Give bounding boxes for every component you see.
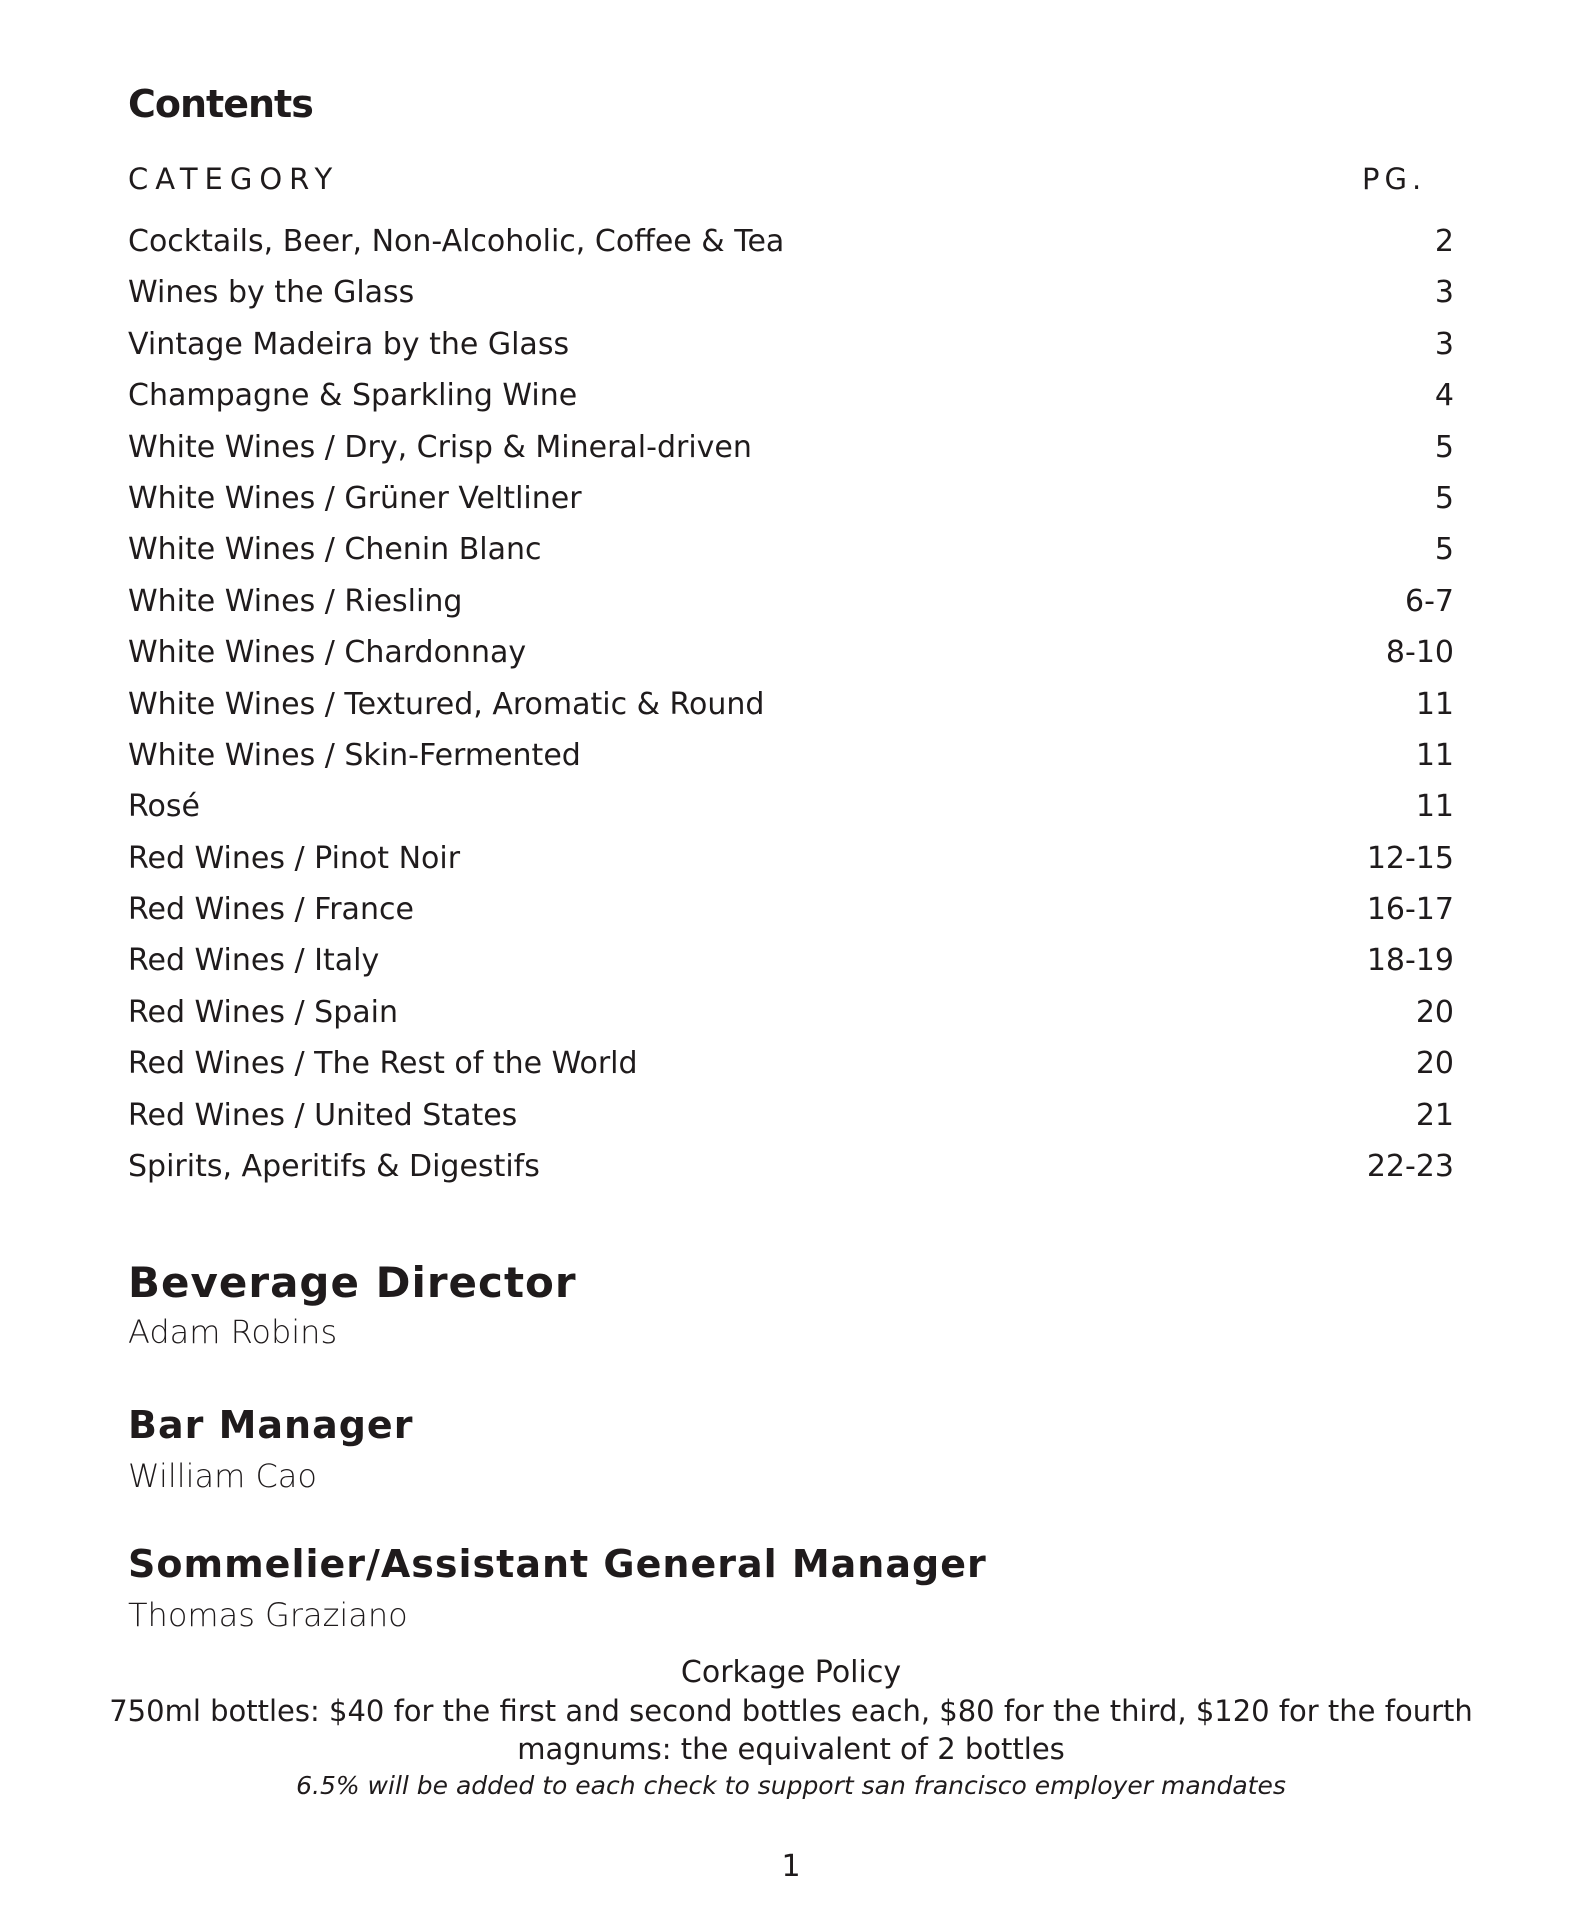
- toc-category: Red Wines / The Rest of the World: [128, 1046, 638, 1082]
- toc-page-number: 16-17: [1366, 892, 1454, 928]
- toc-row: [128, 890, 1454, 941]
- toc-category: Red Wines / United States: [128, 1097, 518, 1133]
- toc-page-number: 5: [1434, 480, 1454, 516]
- staff-name-beverage-director: Adam Robins: [128, 1313, 338, 1351]
- toc-page-number: 11: [1415, 737, 1454, 773]
- toc-category: White Wines / Textured, Aromatic & Round: [128, 686, 765, 722]
- toc-page-number: 6-7: [1405, 583, 1454, 619]
- staff-role-sommelier: Sommelier/Assistant General Manager: [128, 1542, 987, 1586]
- toc-category: Red Wines / France: [128, 892, 414, 928]
- toc-row: [128, 839, 1454, 890]
- toc-row: [128, 993, 1454, 1044]
- corkage-title: Corkage Policy: [680, 1655, 902, 1690]
- staff-role-bar-manager: Bar Manager: [128, 1403, 414, 1447]
- toc-row: [128, 685, 1454, 736]
- toc-category: White Wines / Dry, Crisp & Mineral-driven: [128, 429, 752, 465]
- toc-page-number: 5: [1434, 429, 1454, 465]
- toc-page-number: 3: [1434, 275, 1454, 311]
- toc-category: White Wines / Skin-Fermented: [128, 737, 581, 773]
- staff-name-sommelier: Thomas Graziano: [128, 1596, 408, 1634]
- toc-page-number: 11: [1415, 789, 1454, 825]
- toc-page-number: 11: [1415, 686, 1454, 722]
- toc-row: [128, 325, 1454, 376]
- toc-page-number: 4: [1434, 378, 1454, 414]
- toc-page-number: 2: [1434, 224, 1454, 259]
- toc-category: Wines by the Glass: [128, 275, 415, 311]
- surcharge-note: 6.5% will be added to each check to support san francisco employer mandates: [296, 1771, 1286, 1800]
- toc-row: [128, 530, 1454, 581]
- toc-category: Spirits, Aperitifs & Digestifs: [128, 1149, 540, 1185]
- category-column-header: CATEGORY: [128, 162, 340, 196]
- toc-page-number: 8-10: [1385, 635, 1454, 671]
- toc-row: [128, 222, 1454, 273]
- toc-row: [128, 428, 1454, 479]
- toc-category: Cocktails, Beer, Non-Alcoholic, Coffee & Tea: [128, 224, 785, 259]
- toc-page-number: 3: [1434, 326, 1454, 362]
- toc-row: [128, 582, 1454, 633]
- toc-page-number: 22-23: [1366, 1149, 1454, 1185]
- toc-header: [128, 162, 1430, 196]
- toc-category: Champagne & Sparkling Wine: [128, 378, 578, 414]
- corkage-bottle-fees: 750ml bottles: $40 for the first and second bottles each, $80 for the third, $120 for the fourth: [109, 1694, 1473, 1728]
- toc-row: [128, 1147, 1454, 1198]
- staff-role-beverage-director: Beverage Director: [128, 1258, 577, 1307]
- toc-page-number: 18-19: [1366, 943, 1454, 979]
- toc-page-number: 21: [1415, 1097, 1454, 1133]
- toc-row: [128, 787, 1454, 838]
- toc-row: [128, 1096, 1454, 1147]
- page-number: 1: [781, 1849, 801, 1884]
- toc-category: White Wines / Grüner Veltliner: [128, 480, 582, 516]
- toc-page-number: 20: [1415, 1046, 1454, 1082]
- toc-page-number: 20: [1415, 994, 1454, 1030]
- toc-category: Red Wines / Pinot Noir: [128, 840, 461, 876]
- toc-category: White Wines / Riesling: [128, 583, 463, 619]
- toc-category: Red Wines / Spain: [128, 994, 398, 1030]
- toc-row: [128, 941, 1454, 992]
- toc-row: [128, 633, 1454, 684]
- toc-row: [128, 1044, 1454, 1095]
- toc-category: White Wines / Chardonnay: [128, 635, 527, 671]
- toc-row: [128, 736, 1454, 787]
- toc-category: Rosé: [128, 789, 200, 825]
- staff-name-bar-manager: William Cao: [128, 1457, 317, 1495]
- toc-category: Vintage Madeira by the Glass: [128, 326, 570, 362]
- toc-category: Red Wines / Italy: [128, 943, 380, 979]
- toc-page-number: 5: [1434, 532, 1454, 568]
- toc-row: [128, 376, 1454, 427]
- corkage-magnum-fees: magnums: the equivalent of 2 bottles: [517, 1732, 1065, 1766]
- toc-row: [128, 479, 1454, 530]
- table-of-contents: [128, 222, 1454, 1198]
- toc-row: [128, 273, 1454, 324]
- page-column-header: PG.: [1362, 162, 1427, 196]
- contents-title: Contents: [128, 82, 313, 126]
- toc-category: White Wines / Chenin Blanc: [128, 532, 542, 568]
- toc-page-number: 12-15: [1366, 840, 1454, 876]
